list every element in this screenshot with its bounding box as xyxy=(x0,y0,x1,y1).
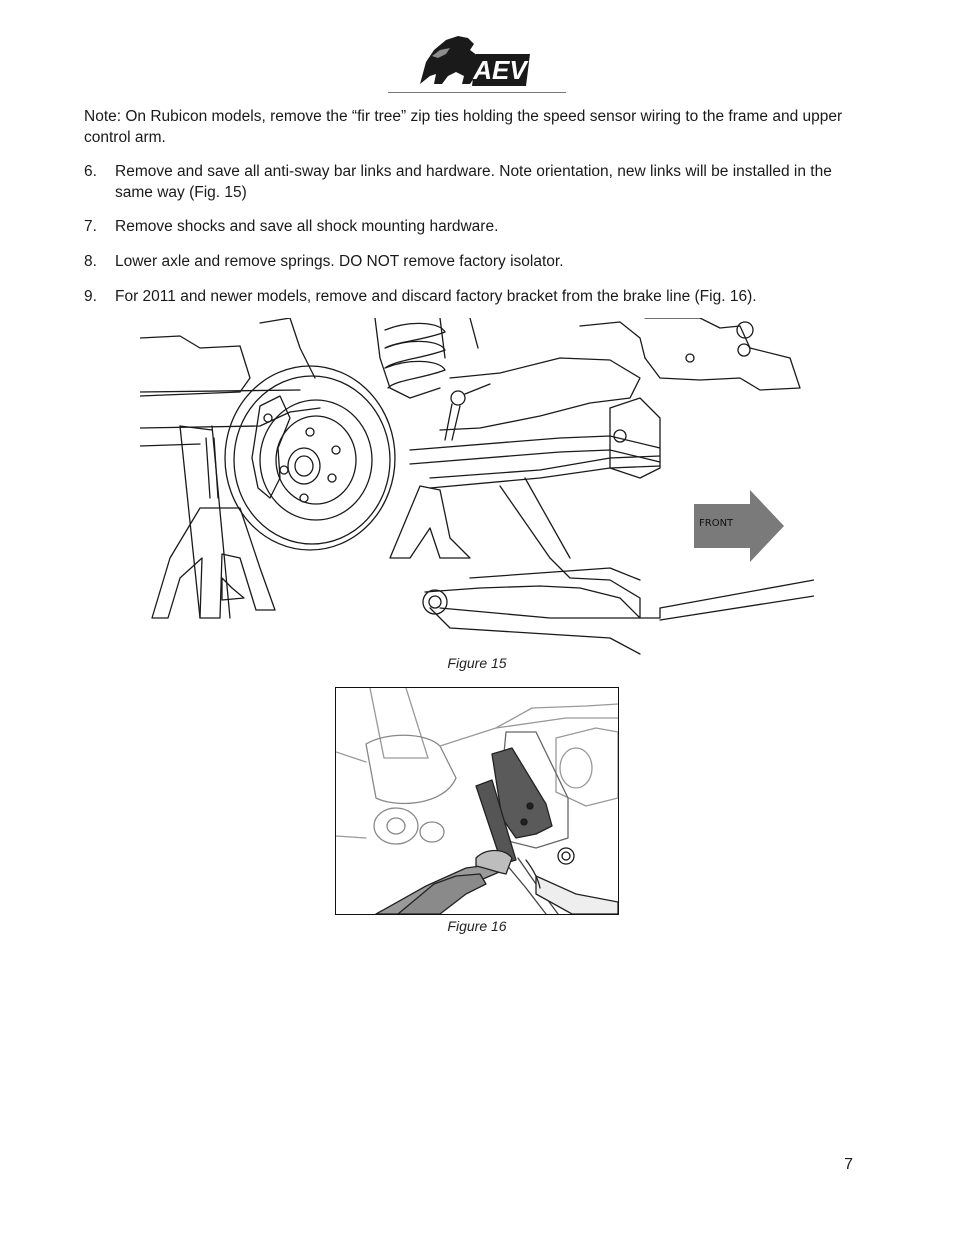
step-number: 8. xyxy=(84,253,97,270)
logo-text: AEV xyxy=(473,55,527,85)
note-text: Note: On Rubicon models, remove the “fir tree” zip ties holding the speed sensor wiring to the frame and upper control arm. xyxy=(84,108,843,146)
step-text: Lower axle and remove springs. DO NOT remove factory isolator. xyxy=(115,253,564,270)
step-number: 6. xyxy=(84,163,97,180)
logo-divider xyxy=(388,92,566,93)
logo-animal-silhouette xyxy=(420,36,480,84)
step-text: For 2011 and newer models, remove and discard factory bracket from the brake line (Fig. 16). xyxy=(115,288,757,305)
figure-16-frame xyxy=(335,687,619,915)
step-8 xyxy=(84,251,864,272)
figure-16-illustration xyxy=(336,688,618,914)
page-number: 7 xyxy=(844,1156,853,1173)
step-text: Remove and save all anti-sway bar links and hardware. Note orientation, new links will be installed in the same way (Fig. 15) xyxy=(115,163,832,201)
front-arrow-label: FRONT xyxy=(699,518,734,529)
step-number: 7. xyxy=(84,218,97,235)
step-7 xyxy=(84,216,864,237)
step-9 xyxy=(84,286,864,307)
step-6 xyxy=(84,161,864,203)
figure-15-caption: Figure 15 xyxy=(447,655,507,671)
figure-15-illustration xyxy=(140,318,814,656)
step-text: Remove shocks and save all shock mounting hardware. xyxy=(115,218,499,235)
figure-16-caption: Figure 16 xyxy=(447,918,507,934)
step-number: 9. xyxy=(84,288,97,305)
aev-logo xyxy=(412,32,564,98)
